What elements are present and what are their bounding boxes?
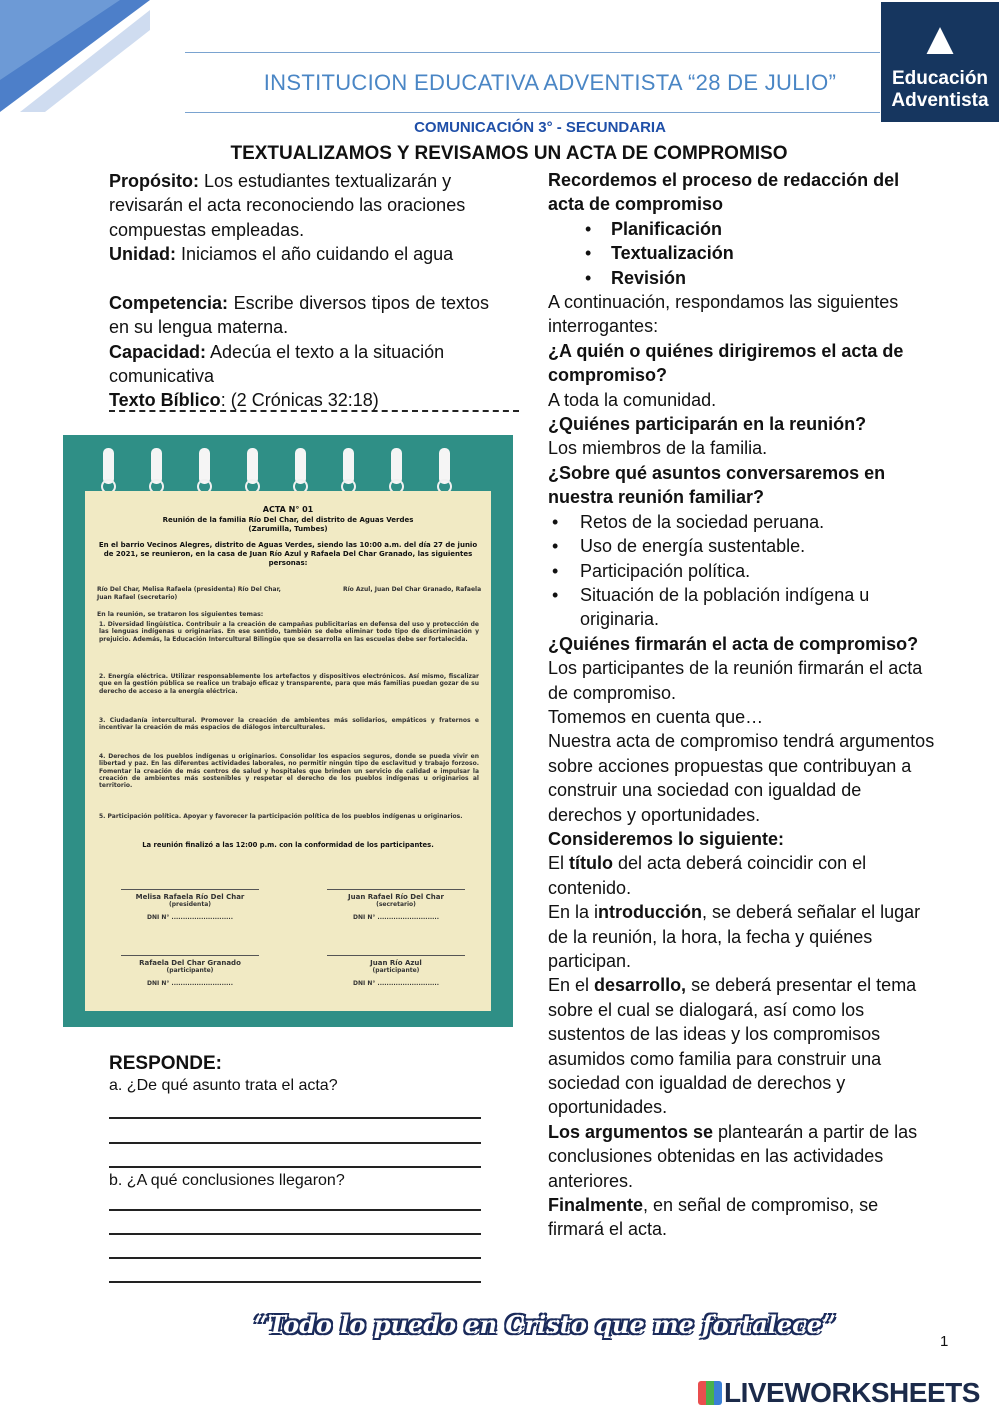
signature-block [115,955,265,987]
competencia-paragraph [109,291,489,340]
acta-subheading: Reunión de la familia Río Del Char, del distrito de Aguas Verdes (Zarumilla, Tumbes) [162,516,414,533]
titulo-pre: El [548,853,570,874]
acta-topic: 1. Diversidad lingüística. Contribuir a la creación de campañas publicitarias en defensa del uso y protección de las lenguas indígenas u originarias. En ese sentido, también se debe eliminar todo tipo de discriminación y prejuicio. Además, la Educación Intercultural Bilingüe que se desarrolla en las escuelas debe ser fortalecida. [99,621,479,643]
liveworksheets-logo[interactable] [698,1377,980,1409]
question-1: ¿A quién o quiénes dirigiremos el acta de compromiso? [548,340,904,386]
intro-pre: En la i [548,902,599,923]
signature-role: (participante) [166,967,214,974]
answer-2: Los miembros de la familia. [548,438,768,459]
answer-line-a1[interactable] [109,1117,481,1119]
signature-dni: DNI N° ........................... [353,980,439,987]
page-title: TEXTUALIZAMOS Y REVISAMOS UN ACTA DE COMPROMISO [230,143,788,164]
proposito-label: Propósito: [109,171,199,191]
capacidad-label: Capacidad: [109,342,207,362]
answer-line-b1[interactable] [109,1209,481,1211]
unidad-text: Iniciamos el año cuidando el agua [176,244,454,264]
list-item: • Participación política. [548,559,938,583]
titulo-paragraph [548,851,938,900]
corner-decoration [0,0,150,112]
signature-block [321,889,471,921]
acta-topic: 5. Participación política. Apoyar y favorecer la participación política de los pueblos indígenas u originarios. [99,813,463,820]
texto-biblico-text: : (2 Crónicas 32:18) [220,390,379,410]
liveworksheets-icon [698,1381,722,1405]
topics-list [548,510,938,632]
arg-post: plantearán a partir de las conclusiones obtenidas en las actividades anteriores. [548,1121,918,1191]
page-number: 1 [940,1333,949,1350]
finalmente-paragraph [548,1193,938,1242]
texto-biblico-paragraph [109,388,489,412]
texto-biblico-label: Texto Bíblico [109,390,221,410]
questions-intro: A continuación, respondamos las siguientes interrogantes: [548,292,899,337]
competencia-text: Escribe diversos tipos de textos en su lengua materna. [109,293,489,338]
des-post: se deberá presentar el tema sobre el cual se dialogará, así como los sustentos de las ideas y los compromisos asumidos como familia para construir una sociedad con igualdad de derechos y oportunidades. [548,975,917,1118]
answer-line-b3[interactable] [109,1257,481,1259]
header-rule-top [185,52,880,53]
argumentos-paragraph [548,1120,938,1193]
competencia-label: Competencia: [109,293,229,313]
acta-topic: 4. Derechos de los pueblos indígenas u originarios. Consolidar los espacios seguros, donde se pueda vivir en libertad y paz. En las diferentes actividades laborales, no permitir ningún tipo de esclavitud y trabajo forzoso. Fomentar la creación de más centros de salud y hospitales que brinden un servicio de calidad e impulsar la creación de ambientes más sostenibles y respetar el derecho de los pueblos indígenas u originarios al territorio. [99,753,479,790]
intro-post: , se deberá señalar el lugar de la reunión, la hora, la fecha y quiénes participan. [548,902,921,971]
titulo-bold: título [569,853,613,874]
des-bold: desarrollo, [594,975,687,996]
unidad-label: Unidad: [109,244,176,264]
acta-attendees-right: Río Azul, Juan Del Char Granado, Rafaela [343,586,482,593]
acta-topic: 3. Ciudadanía intercultural. Promover la creación de ambientes más solidarios, empáticos y fraternos e incentivar la creación de más espacios de diálogos interculturales. [99,717,479,732]
list-item: • Situación de la población indígena u originaria. [548,583,938,632]
nuestra-paragraph: Nuestra acta de compromiso tendrá argumentos sobre acciones propuestas que contribuyan a construir una sociedad con igualdad de derechos y oportunidades. [548,731,935,825]
signature-role: (presidenta) [169,901,211,908]
question-a: a. ¿De qué asunto trata el acta? [109,1077,338,1094]
titulo-post: del acta deberá coincidir con el contenido. [548,853,867,898]
capacidad-paragraph [109,340,489,389]
question-2: ¿Quiénes participarán en la reunión? [548,414,867,435]
right-column [548,168,938,1242]
bible-verse: “Todo lo puedo en Cristo que me fortalece” [254,1310,836,1339]
list-item: • Revisión [548,266,938,290]
signature-role: (participante) [372,967,420,974]
answer-1: A toda la comunidad. [548,389,717,410]
acta-topic: 2. Energía eléctrica. Utilizar responsablemente los artefactos y dispositivos electrónicos. Así mismo, fiscalizar que en la gestión pública se realice un trabajo eficaz y transparente, para que más familias puedan gozar de su derecho de acceso a la energía eléctrica. [99,673,479,695]
educacion-adventista-logo [881,2,999,122]
introduccion-paragraph [548,900,938,973]
answer-4: Los participantes de la reunión firmarán el acta de compromiso. [548,658,923,703]
acta-paper [85,491,491,1011]
acta-topics-intro: En la reunión, se trataron los siguientes temas: [97,611,264,618]
recordemos-heading: Recordemos el proceso de redacción del acta de compromiso [548,170,900,215]
desarrollo-paragraph [548,973,938,1119]
fin-bold: Finalmente [548,1195,644,1216]
logo-line1: Educación [891,68,989,89]
signature-name: Juan Río Azul [370,959,422,967]
list-item: • Planificación [548,217,938,241]
capacidad-text: Adecúa el texto a la situación comunicativa [109,342,445,387]
acta-intro: En el barrio Vecinos Alegres, distrito de Aguas Verdes, siendo las 10:00 a.m. del día 27 de junio de 2021, se reunieron, en la casa de Juan Río Azul y Rafaela Del Char Granado, las siguientes personas: [98,541,478,567]
question-b: b. ¿A qué conclusiones llegaron? [109,1172,345,1189]
subject-line: COMUNICACIÓN 3° - SECUNDARIA [414,119,666,136]
question-4: ¿Quiénes firmarán el acta de compromiso? [548,633,919,654]
proposito-text: Los estudiantes textualizarán y revisarán el acta reconociendo las oraciones compuestas empleadas. [109,171,466,240]
des-pre: En el [548,975,595,996]
acta-notebook-image [63,435,513,1027]
answer-line-b2[interactable] [109,1233,481,1235]
answer-line-b4[interactable] [109,1281,481,1283]
signature-name: Melisa Rafaela Río Del Char [135,893,245,901]
signature-dni: DNI N° ........................... [147,914,233,921]
liveworksheets-text: LIVEWORKSHEETS [724,1377,980,1408]
fin-post: , en señal de compromiso, se firmará el acta. [548,1195,879,1240]
acta-attendees-left: Río Del Char, Melisa Rafaela (presidenta) Río Del Char, Juan Rafael (secretario) [97,586,281,601]
logo-mark-icon: ▲ [917,12,963,64]
list-item: • Retos de la sociedad peruana. [548,510,938,534]
intro-bold: ntroducción [598,902,703,923]
logo-line2: Adventista [891,90,989,111]
signature-dni: DNI N° ........................... [353,914,439,921]
dashed-divider [109,410,519,412]
responde-heading: RESPONDE: [109,1053,222,1074]
arg-bold: Los argumentos se [548,1121,714,1142]
list-item: • Uso de energía sustentable. [548,534,938,558]
signature-block [321,955,471,987]
header-rule-bottom [185,112,880,113]
steps-list [548,217,938,290]
consideremos-heading: Consideremos lo siguiente: [548,828,785,849]
unidad-paragraph [109,242,489,266]
question-3: ¿Sobre qué asuntos conversaremos en nuestra reunión familiar? [548,462,886,508]
acta-heading: ACTA N° 01 [262,505,314,514]
signature-name: Juan Rafael Río Del Char [348,893,444,901]
answer-line-a2[interactable] [109,1142,481,1144]
list-item: • Textualización [548,241,938,265]
signature-dni: DNI N° ........................... [147,980,233,987]
tomemos-line: Tomemos en cuenta que… [548,706,764,727]
institution-name: INSTITUCION EDUCATIVA ADVENTISTA “28 DE JULIO” [263,70,837,95]
signature-block [115,889,265,921]
signature-name: Rafaela Del Char Granado [139,959,241,967]
proposito-paragraph [109,169,489,242]
acta-closing: La reunión finalizó a las 12:00 p.m. con la conformidad de los participantes. [142,841,434,849]
answer-line-a3[interactable] [109,1166,481,1168]
signature-role: (secretario) [376,901,416,908]
